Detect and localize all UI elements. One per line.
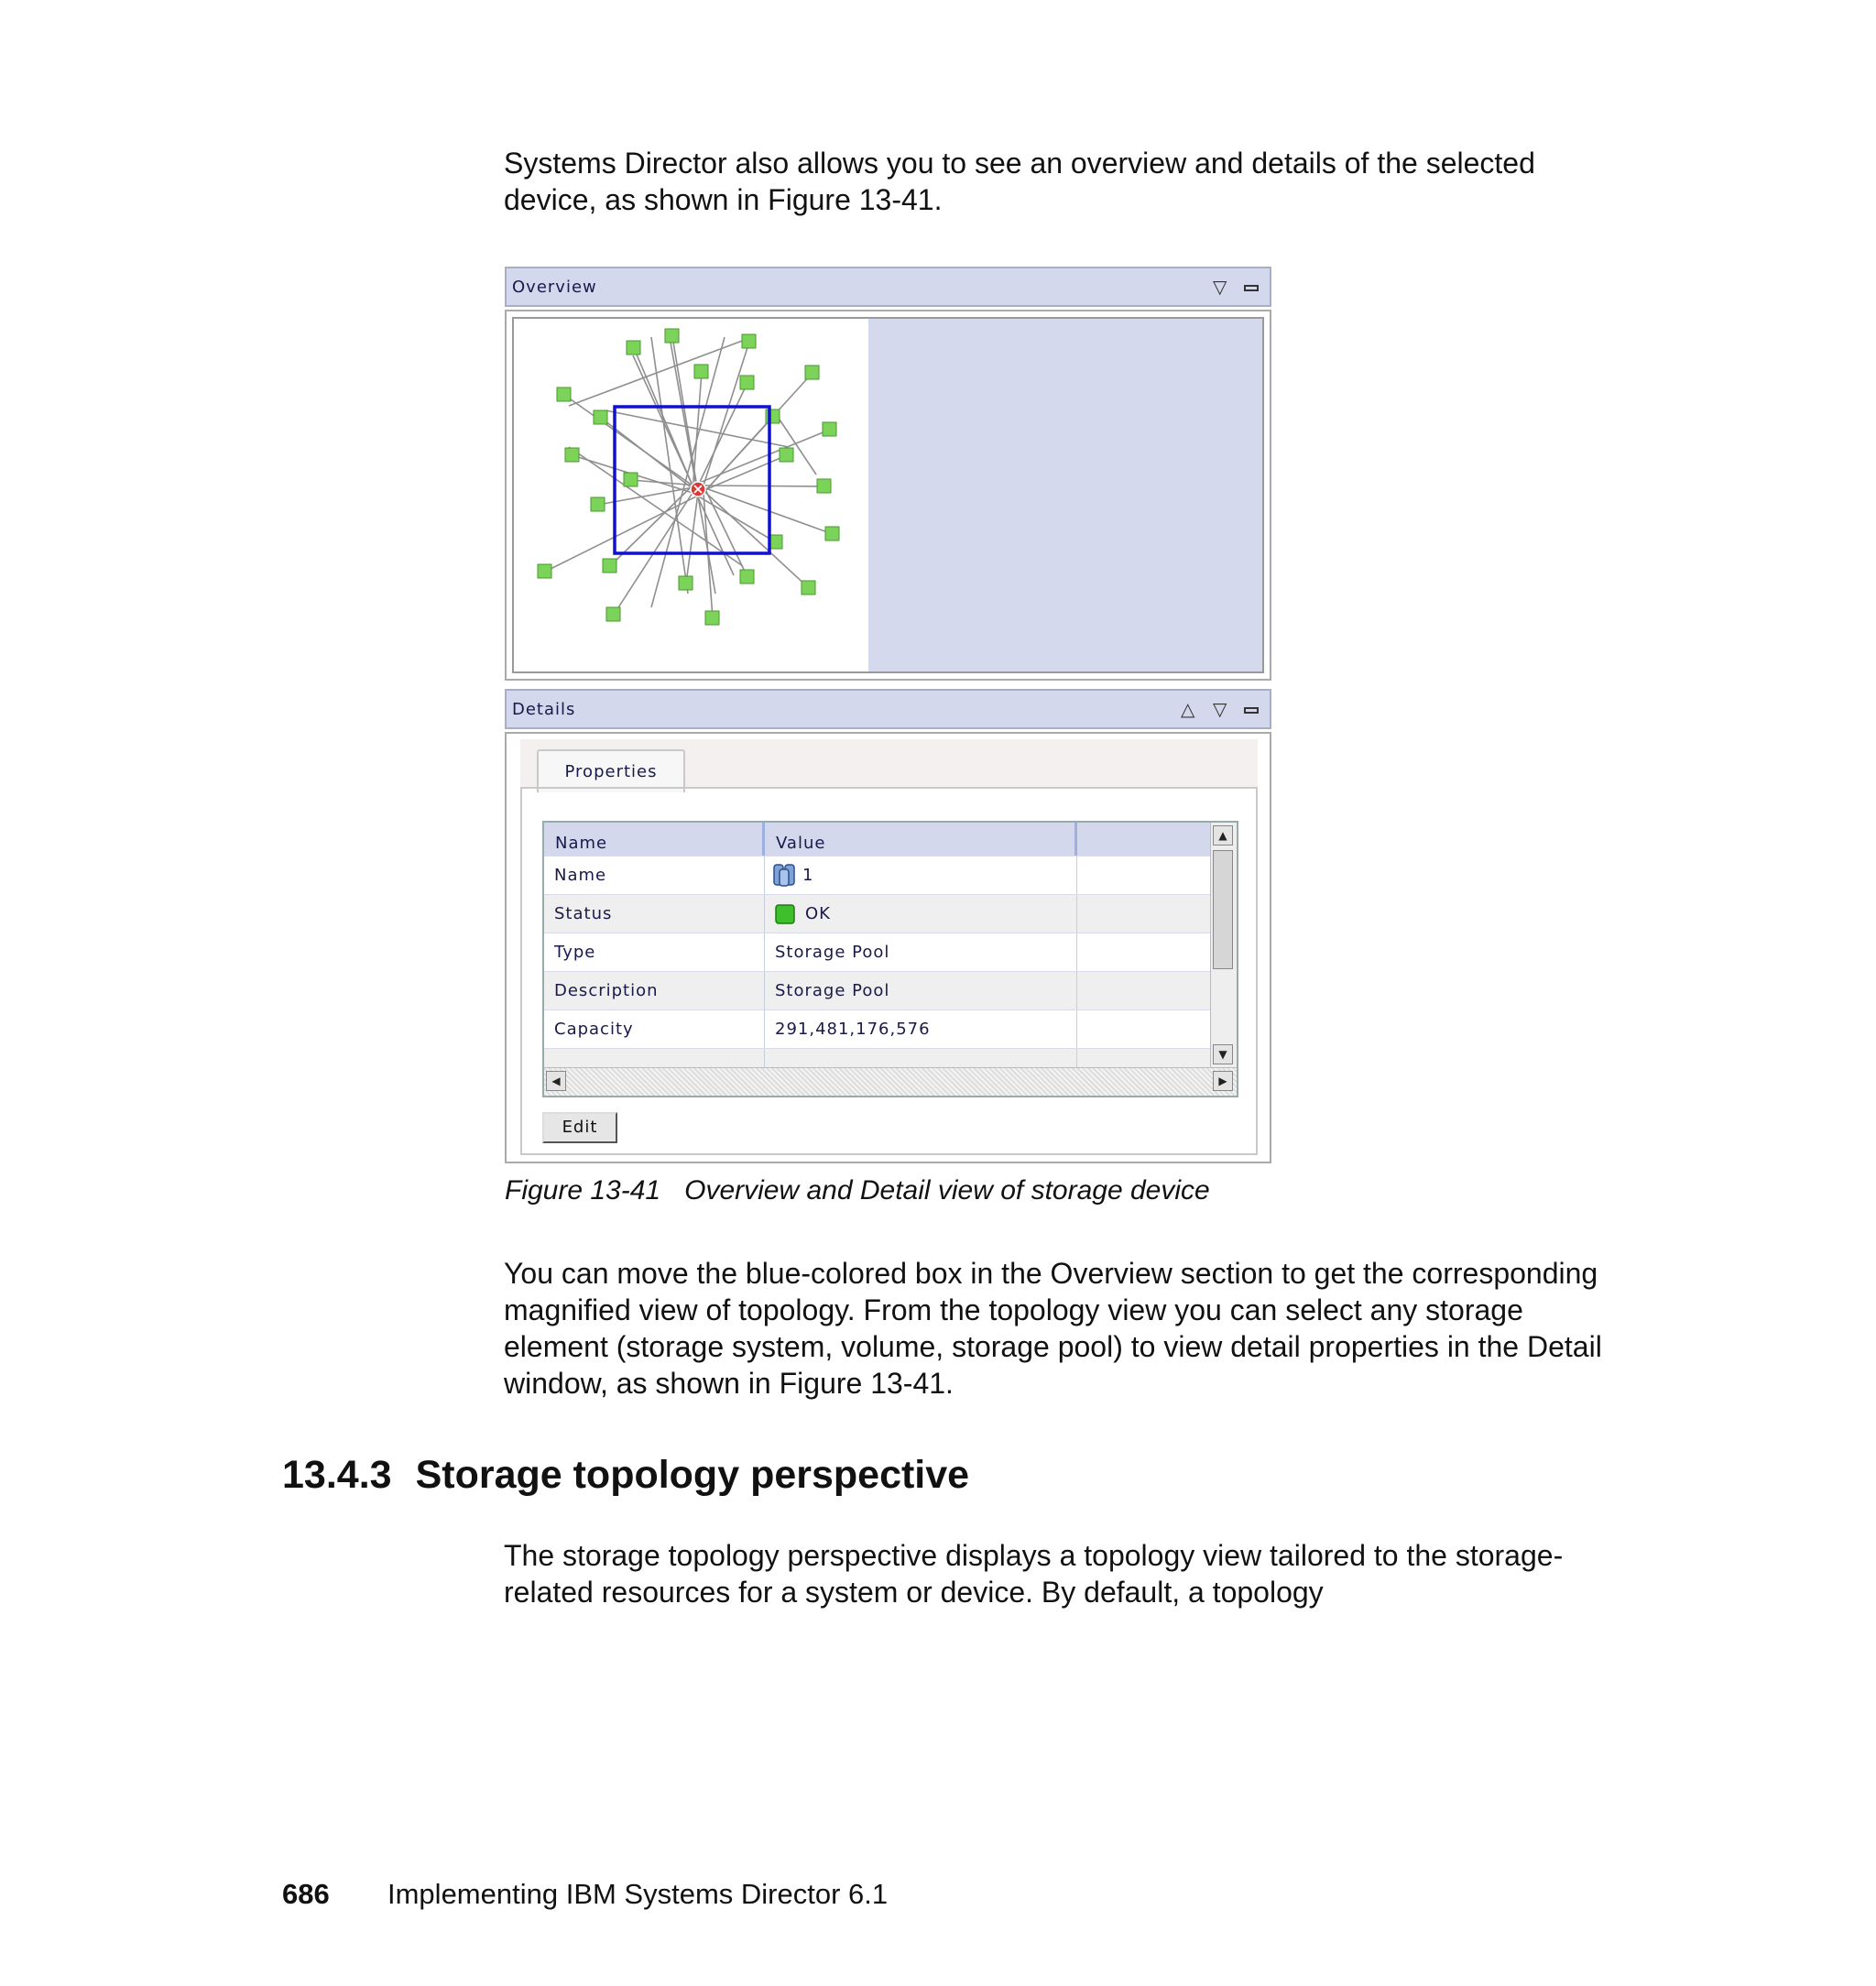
topology-node[interactable] (802, 581, 815, 595)
topology-edge (633, 355, 734, 575)
minimize-icon[interactable] (1244, 285, 1259, 291)
collapse-up-icon[interactable]: △ (1181, 698, 1195, 720)
property-name: Name (554, 866, 607, 885)
dropdown-triangle-icon[interactable]: ▽ (1213, 276, 1227, 298)
overview-panel (505, 310, 1271, 681)
table-row[interactable] (544, 894, 1213, 933)
topology-edge (704, 342, 749, 486)
property-value: Storage Pool (775, 943, 890, 962)
topology-node[interactable] (679, 576, 693, 590)
figure-label: Figure 13-41 (505, 1175, 661, 1206)
topology-edge (698, 486, 833, 534)
figure-caption-text: Overview and Detail view of storage device (684, 1175, 1210, 1206)
status-ok-icon (775, 904, 795, 929)
details-title: Details (512, 700, 576, 719)
scroll-thumb[interactable] (1213, 850, 1233, 969)
topology-node[interactable] (823, 422, 836, 436)
tab-properties[interactable]: Properties (537, 749, 685, 792)
horizontal-scrollbar[interactable] (544, 1067, 1238, 1096)
overview-canvas[interactable] (512, 317, 1264, 673)
table-row[interactable] (544, 1009, 1213, 1048)
property-name: Description (554, 981, 659, 1000)
topology-edge (569, 337, 752, 406)
property-name: Status (554, 904, 613, 923)
section-number: 13.4.3 (282, 1453, 392, 1497)
table-row[interactable] (544, 933, 1213, 971)
column-header-filler (1077, 823, 1213, 856)
topology-node[interactable] (624, 473, 638, 486)
storage-pool-icon (771, 861, 799, 893)
expand-down-icon[interactable]: ▽ (1213, 698, 1227, 720)
table-row-partial[interactable] (544, 1048, 1213, 1068)
table-row[interactable] (544, 856, 1213, 894)
topology-node[interactable] (740, 570, 754, 584)
property-value: 291,481,176,576 (775, 1020, 931, 1039)
edit-button[interactable]: Edit (542, 1112, 617, 1143)
details-panel (505, 732, 1271, 1163)
topology-node[interactable] (805, 366, 819, 379)
topology-node[interactable] (591, 497, 605, 511)
topology-edge (651, 337, 688, 594)
property-value: 1 (802, 866, 814, 885)
topology-graph[interactable] (514, 319, 868, 671)
column-header-name[interactable]: Name (544, 823, 765, 856)
topology-node[interactable] (742, 334, 756, 348)
topology-node[interactable] (627, 341, 640, 355)
topology-node[interactable] (557, 387, 571, 401)
scroll-up-icon[interactable]: ▲ (1213, 825, 1233, 846)
topology-node[interactable] (817, 479, 831, 493)
topology-node[interactable] (606, 607, 620, 621)
scroll-left-icon[interactable]: ◀ (546, 1071, 566, 1091)
property-value: Storage Pool (775, 981, 890, 1000)
details-panel-header (505, 689, 1271, 729)
topology-node[interactable] (740, 376, 754, 389)
topology-node[interactable] (665, 329, 679, 343)
minimize-icon[interactable] (1244, 707, 1259, 714)
topology-node[interactable] (825, 527, 839, 540)
book-title: Implementing IBM Systems Director 6.1 (387, 1878, 889, 1910)
overview-panel-header (505, 267, 1271, 307)
topology-node[interactable] (603, 559, 616, 573)
section-heading (282, 1453, 969, 1498)
property-value: OK (805, 904, 831, 923)
scroll-right-icon[interactable]: ▶ (1213, 1071, 1233, 1091)
properties-tab-content (520, 787, 1258, 1155)
page-number: 686 (282, 1878, 330, 1910)
tab-strip (520, 739, 1258, 787)
topology-node[interactable] (594, 410, 607, 424)
topology-node[interactable] (694, 365, 708, 378)
body-paragraph: You can move the blue-colored box in the Overview section to get the corresponding magnified view of topology. From the topology view you can select any storage element (storage system, volume, storage pool) to view detail properties in the Detail window, as shown in Figure 13-41. (504, 1257, 1602, 1400)
topology-node[interactable] (565, 448, 579, 462)
topology-edge (686, 493, 698, 584)
section-paragraph: The storage topology perspective displays a topology view tailored to the storage-related resources for a system or device. By default, a topology (504, 1539, 1564, 1609)
figure-caption (505, 1175, 1210, 1206)
overview-title: Overview (512, 278, 597, 297)
column-header-value[interactable]: Value (765, 823, 1077, 856)
property-name: Capacity (554, 1020, 634, 1039)
table-row[interactable] (544, 971, 1213, 1009)
scroll-down-icon[interactable]: ▼ (1213, 1044, 1233, 1064)
section-title: Storage topology perspective (415, 1453, 970, 1497)
topology-node[interactable] (780, 448, 793, 462)
topology-node[interactable] (538, 564, 551, 578)
properties-table (542, 821, 1238, 1097)
property-name: Type (554, 943, 596, 962)
intro-paragraph: Systems Director also allows you to see an overview and details of the selected device, as shown in Figure 13-41. (504, 147, 1535, 216)
vertical-scrollbar[interactable] (1210, 823, 1237, 1068)
topology-node[interactable] (705, 611, 719, 625)
